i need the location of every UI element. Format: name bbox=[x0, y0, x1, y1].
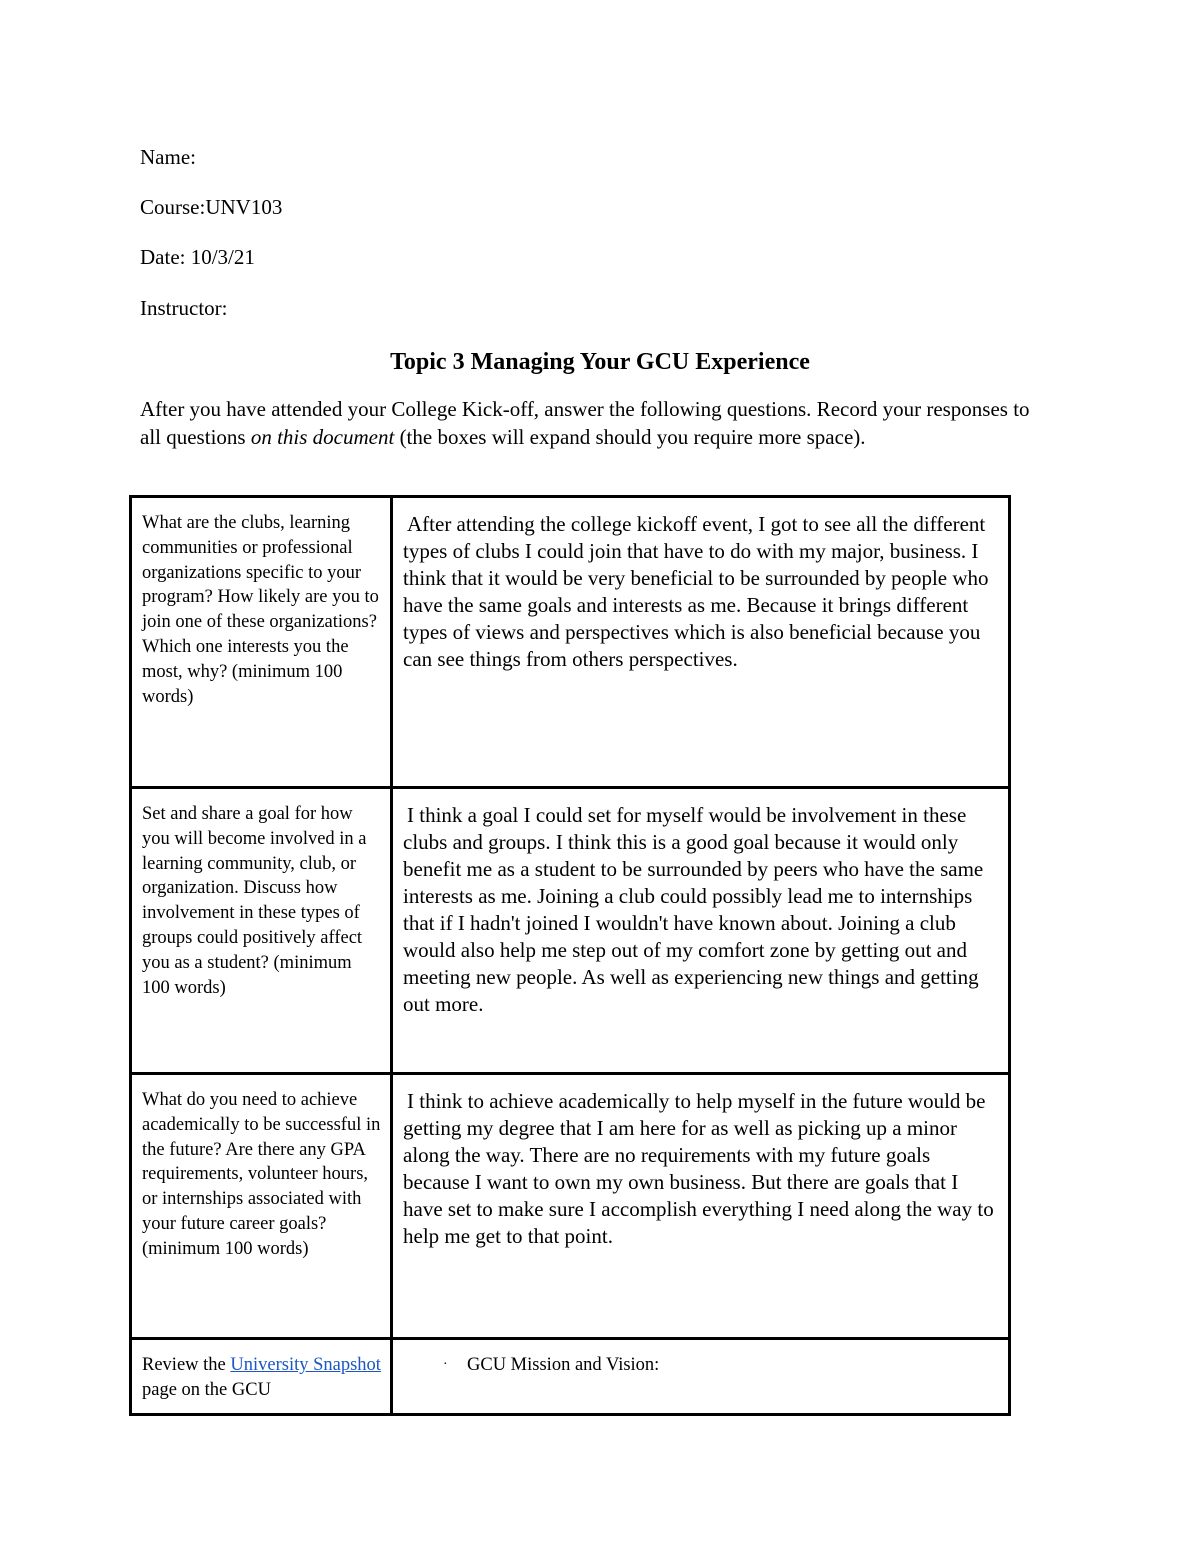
table-row bbox=[131, 497, 1010, 788]
answer-text[interactable] bbox=[393, 1075, 1008, 1250]
question-cell bbox=[131, 497, 392, 788]
question-cell bbox=[131, 1339, 392, 1415]
answer-cell[interactable] bbox=[392, 1074, 1010, 1339]
answer-text-content: After attending the college kickoff event, I got to see all the different types of clubs I could join that have to do with my major, business. I think that it would be very beneficial to be surrounded by people who have the same goals and interests as me. Because it brings different types of views and perspectives which is also beneficial because you can see things from others perspectives. bbox=[403, 512, 989, 671]
intro-text-1: After you have attended your College Kick-off, answer the following questions. Record your responses to all questions bbox=[140, 397, 1030, 449]
answer-text-content: I think to achieve academically to help myself in the future would be getting my degree that I am here for as well as picking up a minor along the way. There are no requirements with my future goals because I want to own my own business. But there are goals that I have set to make sure I accomplish everything I need along the way to help me get to that point. bbox=[403, 1089, 994, 1248]
table-row bbox=[131, 788, 1010, 1074]
answer-cell[interactable] bbox=[392, 1339, 1010, 1415]
table-row bbox=[131, 1074, 1010, 1339]
question-text: Set and share a goal for how you will become involved in a learning community, club, or organization. Discuss how involvement in these types of groups could positively affect you as a student? (minimum 100 words) bbox=[142, 804, 367, 998]
review-suffix: page on the GCU bbox=[142, 1379, 271, 1400]
university-snapshot-link[interactable]: University Snapshot bbox=[230, 1355, 381, 1375]
answer-text[interactable] bbox=[393, 789, 1008, 1018]
answer-cell[interactable] bbox=[392, 788, 1010, 1074]
page-title: Topic 3 Managing Your GCU Experience bbox=[390, 349, 810, 375]
mission-vision-label: GCU Mission and Vision: bbox=[467, 1355, 660, 1375]
question-text: What are the clubs, learning communities or professional organizations specific to your program? How likely are you to join one of these organizations? Which one interests you the most, why? (minimum 100 words) bbox=[142, 513, 379, 707]
instructor-label: Instructor: bbox=[140, 296, 228, 320]
table-row bbox=[131, 1339, 1010, 1415]
answer-cell[interactable] bbox=[392, 497, 1010, 788]
question-cell bbox=[131, 1074, 392, 1339]
mission-bullet-item bbox=[393, 1340, 1008, 1378]
question-cell bbox=[131, 788, 392, 1074]
question-table bbox=[129, 495, 1011, 1416]
intro-paragraph bbox=[140, 396, 1040, 451]
bullet-icon: · bbox=[443, 1357, 448, 1372]
question-text bbox=[132, 1340, 390, 1403]
intro-text-2: (the boxes will expand should you require more space). bbox=[394, 424, 866, 449]
date-label: Date: 10/3/21 bbox=[140, 245, 255, 269]
question-text: What do you need to achieve academically to be successful in the future? Are there any GPA requirements, volunteer hours, or internships associated with your future career goals? (minimum 100 words) bbox=[142, 1090, 381, 1259]
name-label: Name: bbox=[140, 145, 196, 169]
intro-emphasis: on this document bbox=[250, 424, 395, 449]
course-label: Course:UNV103 bbox=[140, 195, 283, 219]
answer-text-content: I think a goal I could set for myself would be involvement in these clubs and groups. I think this is a good goal because it would only benefit me as a student to be surrounded by peers who have the same interests as me. Joining a club could possibly lead me to internships that if I hadn't joined I wouldn't have known about. Joining a club would also help me step out of my comfort zone by getting out and meeting new people. As well as experiencing new things and getting out more. bbox=[403, 803, 984, 1016]
answer-text[interactable] bbox=[393, 498, 1008, 673]
review-prefix: Review the bbox=[142, 1355, 231, 1375]
